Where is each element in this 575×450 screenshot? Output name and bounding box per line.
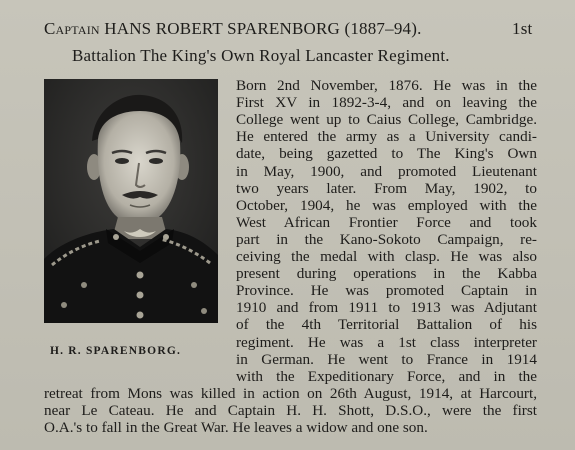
entry-heading <box>0 19 575 39</box>
biography-line: in May, 1900, and promoted Lieutenant <box>236 162 537 180</box>
portrait-photo <box>44 79 218 323</box>
biography-line: of the 4th Territorial Battalion of his <box>236 316 537 334</box>
biography-line: two years later. From May, 1902, to <box>236 179 537 197</box>
heading-years: (1887–94). <box>344 19 422 38</box>
biography-line: October, 1904, he was employed with the <box>236 196 537 214</box>
biography-line: regiment. He was a 1st class interpreter <box>236 333 537 351</box>
biography-line: College went up to Caius College, Cambridge. <box>236 111 537 129</box>
heading-suffix: 1st <box>512 19 533 38</box>
biography-line: retreat from Mons was killed in action on 26th August, 1914, at Harcourt, <box>44 384 537 402</box>
biography-line: Born 2nd November, 1876. He was in the <box>236 77 537 94</box>
biography-line: present during operations in the Kabba <box>236 265 537 283</box>
biography-line: First XV in 1892-3-4, and on leaving the <box>236 94 537 112</box>
biography-line: O.A.'s to fall in the Great War. He leaves a widow and one son. <box>44 419 428 436</box>
heading-rank: Captain <box>44 19 100 38</box>
biography-line: near Le Cateau. He and Captain H. H. Shott, D.S.O., were the first <box>44 401 537 419</box>
biography-line: ceiving the medal with clasp. He was also <box>236 248 537 265</box>
heading-name: HANS ROBERT SPARENBORG <box>104 19 341 38</box>
biography-line: 1910 and from 1911 to 1913 was Adjutant <box>236 299 537 317</box>
biography-line: He entered the army as a University candi- <box>236 128 537 146</box>
biography-line: West African Frontier Force and took <box>236 213 537 231</box>
portrait-caption: H. R. SPARENBORG. <box>50 345 182 357</box>
biography-line: date, being gazetted to The King's Own <box>236 145 537 163</box>
biography-line: part in the Kano-Sokoto Campaign, re- <box>236 230 537 248</box>
biography-line: Province. He was promoted Captain in <box>236 282 537 300</box>
biography-line: in German. He went to France in 1914 <box>236 350 537 368</box>
entry-subheading: Battalion The King's Own Royal Lancaster Regiment. <box>72 46 450 65</box>
biography-line: with the Expeditionary Force, and in the <box>236 367 537 385</box>
